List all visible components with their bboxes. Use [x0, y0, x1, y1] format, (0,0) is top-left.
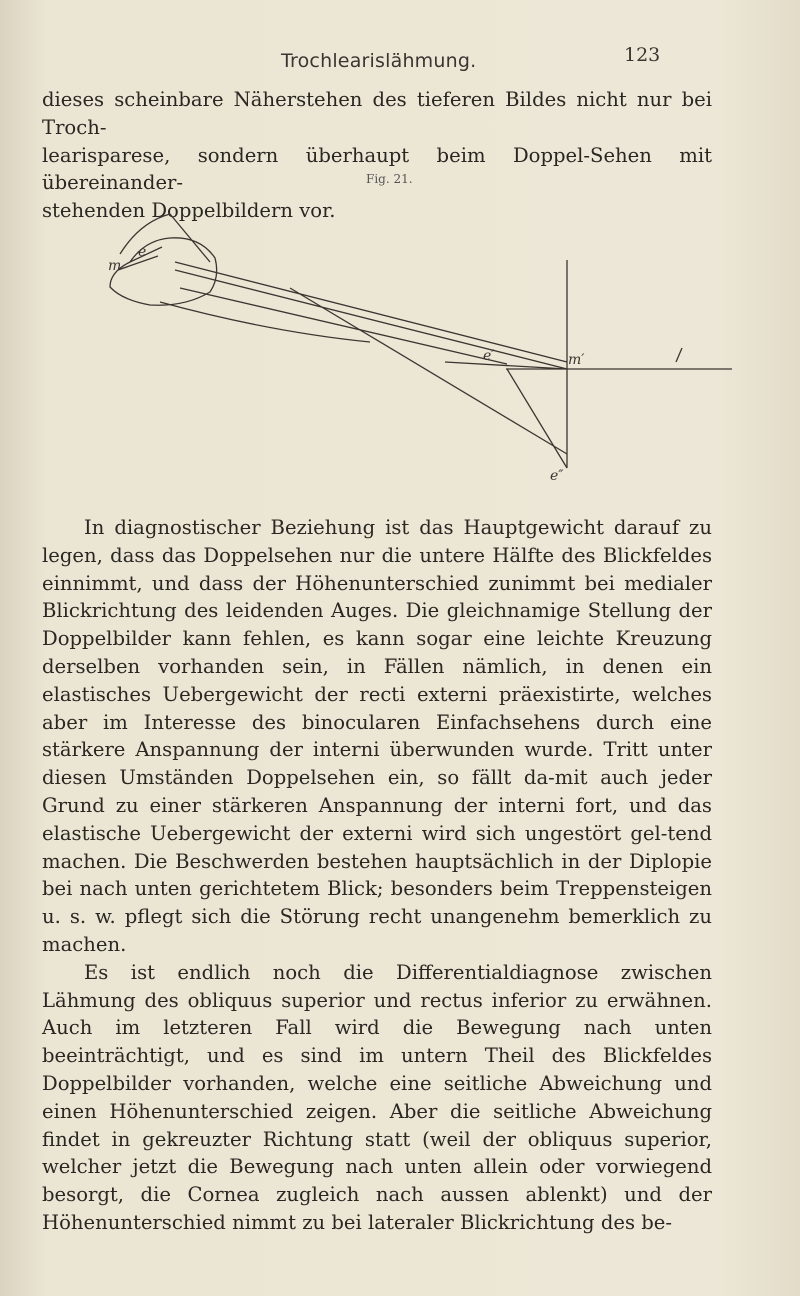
figure-label: Fig. 21.: [366, 172, 413, 186]
ray-to-e-prime: [445, 362, 567, 369]
ray-steep: [290, 288, 567, 454]
page-header: [0, 44, 800, 80]
label-m-prime: m′: [568, 352, 585, 368]
body-text: [42, 514, 712, 1237]
intro-line-1: dieses scheinbare Näherstehen des tieferen Bildes nicht nur bei Troch-: [42, 88, 712, 139]
marker-m-prime: [676, 348, 682, 362]
paragraph-differential: Es ist endlich noch die Differentialdiagnose zwischen Lähmung des obliquus superior und rectus inferior zu erwähnen. Auch im letzteren Fall wird die Bewegung nach unten beeinträchtigt, und es sind im untern Theil des Blickfeldes Doppelbilder vorhanden, welche eine seitliche Abweichung und einen Höhenunterschied zeigen. Aber die seitliche Abweichung findet in gekreuzter Richtung statt (weil der obliquus superior, welcher jetzt die Bewegung nach unten allein oder vorwiegend besorgt, die Cornea zugleich nach aussen ablenkt) und der Höhenunterschied nimmt zu bei lateraler Blickrichtung des be-: [42, 960, 712, 1234]
page-number: 123: [624, 44, 661, 66]
label-m: m: [108, 258, 122, 274]
paragraph-diagnosis: In diagnostischer Beziehung ist das Hauptgewicht darauf zu legen, dass das Doppelsehen nur die untere Hälfte des Blickfeldes einnimmt, und dass der Höhenunterschied zunimmt bei medialer Blickrichtung des leidenden Auges. Die gleichnamige Stellung der Doppelbilder kann fehlen, es kann sogar eine leichte Kreuzung derselben vorhanden sein, in Fällen nämlich, in denen ein elastisches Uebergewicht der recti externi präexistirte, welches aber im Interesse des binocularen Einfachsehens durch eine stärkere Anspannung der interni überwunden wurde. Tritt unter diesen Umständen Doppelsehen ein, so fällt da-mit auch jeder Grund zu einer stärkeren Anspannung der interni fort, und das elastische Uebergewicht der externi wird sich ungestört gel-tend machen. Die Beschwerden bestehen hauptsächlich in der Diplopie bei nach unten gerichtetem Blick; besonders beim Treppensteigen u. s. w. pflegt sich die Störung recht unangenehm bemerklich zu machen.: [42, 516, 712, 956]
label-e-prime: e′: [483, 348, 495, 364]
eye-outline: [110, 238, 217, 305]
intro-line-2: learisparese, sondern überhaupt beim Doppel-Sehen mit übereinander-: [42, 143, 712, 195]
label-e: e: [138, 244, 147, 260]
running-title: Trochlearislähmung.: [281, 50, 477, 72]
intro-line-3: stehenden Doppelbildern vor.: [42, 199, 336, 223]
figure-21: [70, 192, 750, 492]
ray-upper: [175, 262, 567, 362]
ray-lower: [507, 369, 567, 468]
label-e-double-prime: e″: [550, 468, 564, 484]
ray-inner: [180, 288, 507, 364]
diagram-svg: [70, 192, 750, 492]
